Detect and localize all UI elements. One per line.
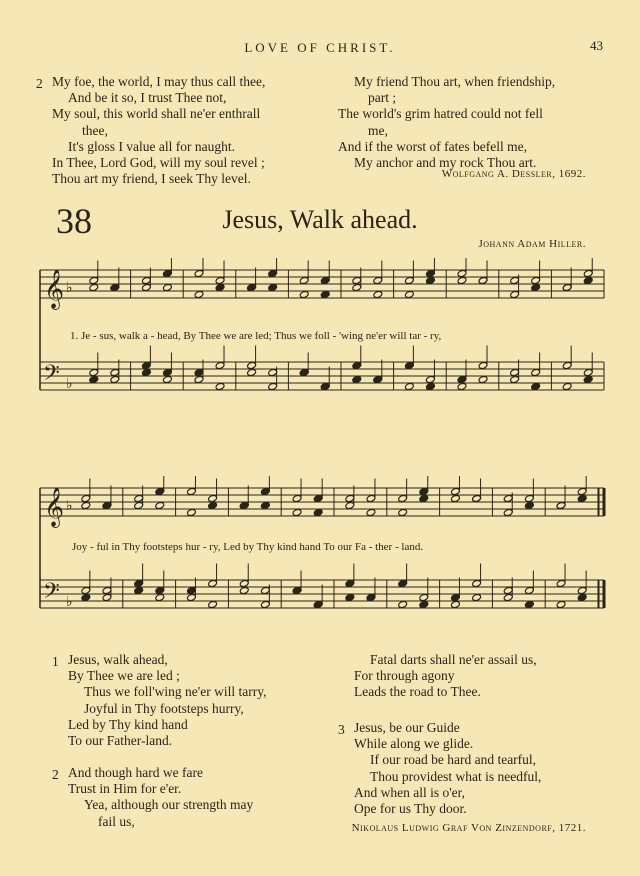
note-head <box>478 375 488 383</box>
note-head <box>187 487 197 495</box>
key-flat: ♭ <box>66 498 73 514</box>
note-head <box>577 487 587 495</box>
top-verse-left <box>52 74 342 187</box>
note-head <box>268 283 278 291</box>
bass-clef: 𝄢 <box>43 579 60 609</box>
note-head <box>457 276 467 284</box>
note-head <box>155 593 165 601</box>
verse-3-number: 3 <box>338 722 345 737</box>
note-head <box>478 361 488 369</box>
verse-line: Thus we foll'wing ne'er will tarry, <box>84 684 267 700</box>
note-head <box>81 494 91 502</box>
top-verse-right <box>338 74 618 171</box>
verse-line: Thou providest what is needful, <box>370 768 542 784</box>
note-head <box>268 269 278 277</box>
verse-line: And if the worst of fates befell me, <box>338 138 527 154</box>
note-head <box>102 593 112 601</box>
note-head <box>215 382 225 390</box>
note-head <box>531 276 541 284</box>
note-head <box>524 494 534 502</box>
verse-line: My friend Thou art, when friendship, <box>354 74 556 89</box>
note-head <box>215 361 225 369</box>
note-head <box>155 501 165 509</box>
key-flat: ♭ <box>66 376 73 392</box>
note-head <box>215 276 225 284</box>
note-head <box>503 586 513 594</box>
note-head <box>352 276 362 284</box>
note-head <box>320 382 330 390</box>
note-head <box>583 269 593 277</box>
note-head <box>102 501 112 509</box>
note-head <box>187 593 197 601</box>
bass-clef: 𝄢 <box>43 361 60 391</box>
note-head <box>426 276 436 284</box>
note-head <box>81 593 91 601</box>
note-head <box>562 283 572 291</box>
note-head <box>451 600 461 608</box>
verse-line: Yea, although our strength may <box>84 797 254 813</box>
verse-1-number: 1 <box>52 654 59 669</box>
note-head <box>398 600 408 608</box>
verse-line: Trust in Him for e'er. <box>68 781 182 797</box>
key-flat: ♭ <box>66 280 73 296</box>
note-head <box>89 276 99 284</box>
hymn-title: Jesus, Walk ahead. <box>222 205 418 234</box>
note-head <box>260 501 270 509</box>
note-head <box>373 290 383 298</box>
note-head <box>247 368 257 376</box>
note-head <box>110 283 120 291</box>
music-system-2 <box>0 476 640 636</box>
note-head <box>141 283 151 291</box>
composer: Johann Adam Hiller. <box>478 238 586 250</box>
note-head <box>320 290 330 298</box>
note-head <box>556 600 566 608</box>
note-head <box>187 586 197 594</box>
top-verse-attribution: Wolfgang A. Dessler, 1692. <box>441 168 586 180</box>
note-head <box>141 276 151 284</box>
note-head <box>531 368 541 376</box>
note-head <box>426 375 436 383</box>
note-head <box>577 586 587 594</box>
note-head <box>503 593 513 601</box>
note-head <box>366 593 376 601</box>
note-head <box>134 501 144 509</box>
key-flat: ♭ <box>66 594 73 610</box>
note-head <box>457 269 467 277</box>
note-head <box>313 508 323 516</box>
note-head <box>404 361 414 369</box>
verse-line: The world's grim hatred could not fell <box>338 106 543 122</box>
treble-clef: 𝄞 <box>44 487 65 527</box>
note-head <box>451 494 461 502</box>
verse-1 <box>68 652 338 749</box>
verse-line: If our road be hard and tearful, <box>370 752 537 768</box>
note-head <box>404 290 414 298</box>
verse-line: Fatal darts shall ne'er assail us, <box>370 652 537 667</box>
verse-2b <box>354 652 624 701</box>
note-head <box>102 586 112 594</box>
note-head <box>313 494 323 502</box>
note-head <box>81 586 91 594</box>
verse-2-number: 2 <box>52 767 59 782</box>
verse-line: part ; <box>368 90 397 106</box>
note-head <box>247 361 257 369</box>
note-head <box>141 361 151 369</box>
verse-line: And be it so, I trust Thee not, <box>68 90 227 106</box>
note-head <box>345 579 355 587</box>
note-head <box>451 593 461 601</box>
note-head <box>457 375 467 383</box>
hymn-number: 38 <box>56 201 92 241</box>
note-head <box>562 361 572 369</box>
note-head <box>268 382 278 390</box>
note-head <box>531 283 541 291</box>
note-head <box>510 276 520 284</box>
verse-line: For through agony <box>354 668 455 684</box>
note-head <box>81 501 91 509</box>
note-head <box>208 600 218 608</box>
note-head <box>426 269 436 277</box>
note-head <box>373 276 383 284</box>
note-head <box>531 382 541 390</box>
note-head <box>194 368 204 376</box>
note-head <box>110 368 120 376</box>
verse-3 <box>354 720 624 817</box>
verse-line: In Thee, Lord God, will my soul revel ; <box>52 155 265 171</box>
note-head <box>313 600 323 608</box>
hymn-attribution: Nikolaus Ludwig Graf Von Zinzendorf, 1721. <box>351 822 586 834</box>
verse-line: Leads the road to Thee. <box>354 684 481 700</box>
note-head <box>260 487 270 495</box>
note-head <box>398 579 408 587</box>
note-head <box>215 283 225 291</box>
note-head <box>187 508 197 516</box>
note-head <box>260 586 270 594</box>
note-head <box>556 579 566 587</box>
verse-line: fail us, <box>98 813 135 829</box>
note-head <box>419 487 429 495</box>
note-head <box>194 290 204 298</box>
note-head <box>163 368 173 376</box>
note-head <box>299 276 309 284</box>
note-head <box>419 600 429 608</box>
verse-line: Jesus, walk ahead, <box>68 652 168 667</box>
note-head <box>155 586 165 594</box>
note-head <box>89 368 99 376</box>
note-head <box>352 375 362 383</box>
note-head <box>239 586 249 594</box>
note-head <box>208 501 218 509</box>
note-head <box>194 269 204 277</box>
verse-line: me, <box>368 122 388 138</box>
note-head <box>366 494 376 502</box>
verse-line: And when all is o'er, <box>354 784 465 800</box>
note-head <box>556 501 566 509</box>
note-head <box>524 600 534 608</box>
verse-line: Ope for us Thy door. <box>354 801 467 817</box>
note-head <box>163 375 173 383</box>
note-head <box>134 494 144 502</box>
top-verse-number: 2 <box>36 76 43 91</box>
note-head <box>583 375 593 383</box>
note-head <box>208 579 218 587</box>
verse-line: Thou art my friend, I seek Thy level. <box>52 171 251 187</box>
verse-line: To our Father-land. <box>68 733 173 749</box>
note-head <box>239 579 249 587</box>
treble-clef: 𝄞 <box>44 269 65 309</box>
note-head <box>89 375 99 383</box>
note-head <box>345 501 355 509</box>
note-head <box>562 382 572 390</box>
running-title: LOVE OF CHRIST. <box>244 40 396 55</box>
note-head <box>110 375 120 383</box>
verse-line: And though hard we fare <box>68 765 203 780</box>
note-head <box>345 593 355 601</box>
verse-line: Led by Thy kind hand <box>68 716 188 732</box>
verse-line: thee, <box>82 122 108 138</box>
note-head <box>366 508 376 516</box>
note-head <box>404 276 414 284</box>
note-head <box>239 501 249 509</box>
note-head <box>89 283 99 291</box>
note-head <box>260 600 270 608</box>
note-head <box>352 361 362 369</box>
note-head <box>292 494 302 502</box>
note-head <box>134 586 144 594</box>
lyrics-line-1: 1. Je - sus, walk a - head, By Thee we are led; Thus we foll - 'wing ne'er will tar - ry, <box>70 330 442 342</box>
note-head <box>345 494 355 502</box>
note-head <box>472 494 482 502</box>
note-head <box>404 382 414 390</box>
note-head <box>292 508 302 516</box>
note-head <box>503 508 513 516</box>
note-head <box>503 494 513 502</box>
verse-line: My anchor and my rock Thou art. <box>354 155 537 171</box>
note-head <box>208 494 218 502</box>
note-head <box>320 276 330 284</box>
lyrics-line-2: Joy - ful in Thy footsteps hur - ry, Led by Thy kind hand To our Fa - ther - land. <box>72 541 424 553</box>
verse-line: By Thee we are led ; <box>68 668 180 684</box>
note-head <box>194 375 204 383</box>
note-head <box>583 368 593 376</box>
note-head <box>419 593 429 601</box>
note-head <box>163 269 173 277</box>
note-head <box>299 290 309 298</box>
note-head <box>510 368 520 376</box>
verse-line: Jesus, be our Guide <box>354 720 460 735</box>
note-head <box>155 487 165 495</box>
note-head <box>373 375 383 383</box>
note-head <box>478 276 488 284</box>
note-head <box>419 494 429 502</box>
note-head <box>451 487 461 495</box>
note-head <box>398 508 408 516</box>
note-head <box>163 283 173 291</box>
note-head <box>268 368 278 376</box>
verse-line: My soul, this world shall ne'er enthrall <box>52 106 261 122</box>
note-head <box>524 586 534 594</box>
verse-line: Joyful in Thy footsteps hurry, <box>84 700 244 716</box>
note-head <box>247 283 257 291</box>
page-number: 43 <box>590 38 603 53</box>
note-head <box>141 368 151 376</box>
note-head <box>510 375 520 383</box>
note-head <box>577 494 587 502</box>
note-head <box>577 593 587 601</box>
note-head <box>524 501 534 509</box>
note-head <box>352 283 362 291</box>
note-head <box>398 494 408 502</box>
note-head <box>426 382 436 390</box>
note-head <box>472 593 482 601</box>
verse-2a <box>68 765 338 830</box>
verse-line: My foe, the world, I may thus call thee, <box>52 74 266 89</box>
verse-line: While along we glide. <box>354 736 474 752</box>
note-head <box>510 290 520 298</box>
note-head <box>583 276 593 284</box>
note-head <box>472 579 482 587</box>
note-head <box>457 382 467 390</box>
note-head <box>134 579 144 587</box>
verse-line: It's gloss I value all for naught. <box>68 138 236 154</box>
